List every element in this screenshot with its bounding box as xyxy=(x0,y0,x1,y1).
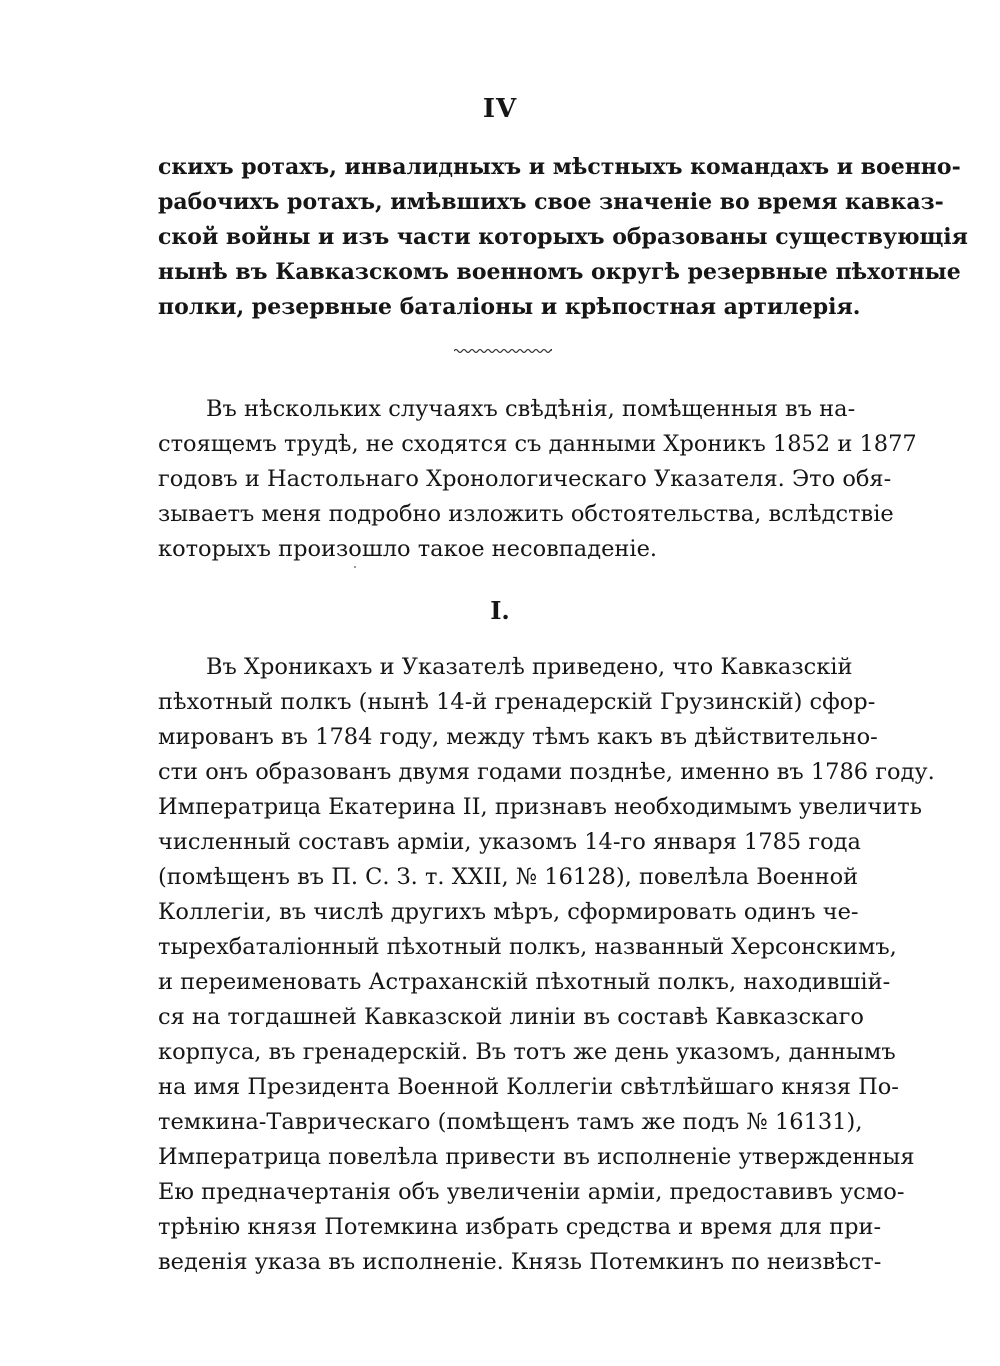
text-line: трѣнію князя Потемкина избрать средства и время для при- xyxy=(158,1214,882,1240)
text-line: ся на тогдашней Кавказской линіи въ составѣ Кавказскаго xyxy=(158,1004,864,1030)
text-line: скихъ ротахъ, инвалидныхъ и мѣстныхъ командахъ и военно- xyxy=(158,154,961,180)
text-line: корпуса, въ гренадерскій. Въ тотъ же день указомъ, даннымъ xyxy=(158,1039,896,1065)
text-line: ской войны и изъ части которыхъ образованы существующія xyxy=(158,224,968,250)
text-line: рабочихъ ротахъ, имѣвшихъ свое значеніе во время кавказ- xyxy=(158,189,944,215)
wavy-divider xyxy=(454,346,552,356)
text-line: пѣхотный полкъ (нынѣ 14-й гренадерскій Грузинскій) сфор- xyxy=(158,689,876,715)
text-line: Императрица повелѣла привести въ исполненіе утвержденныя xyxy=(158,1144,915,1170)
text-line: (помѣщенъ въ П. С. З. т. XXII, № 16128), повелѣла Военной xyxy=(158,864,859,890)
text-line: темкина-Таврическаго (помѣщенъ тамъ же подъ № 16131), xyxy=(158,1109,863,1135)
text-line: нынѣ въ Кавказскомъ военномъ округѣ резервные пѣхотные xyxy=(158,259,961,285)
text-line: численный составъ арміи, указомъ 14-го января 1785 года xyxy=(158,829,861,855)
text-line: Императрица Екатерина II, признавъ необходимымъ увеличить xyxy=(158,794,923,820)
text-line: Въ нѣскольких случаяхъ свѣдѣнія, помѣщенныя въ на- xyxy=(206,396,856,422)
text-line: Ею предначертанія объ увеличеніи арміи, предоставивъ усмо- xyxy=(158,1179,905,1205)
text-line: на имя Президента Военной Коллегіи свѣтлѣйшаго князя По- xyxy=(158,1074,899,1100)
paragraph-introduction xyxy=(158,392,917,567)
section-heading: I. xyxy=(490,596,510,625)
text-line: зываетъ меня подробно изложить обстоятельства, вслѣдствіе xyxy=(158,501,894,527)
page-number: IV xyxy=(482,94,518,124)
text-line: которыхъ произошло такое несовпаденіе. xyxy=(158,536,658,562)
text-line: веденія указа въ исполненіе. Князь Потемкинъ по неизвѣст- xyxy=(158,1249,882,1275)
text-line: и переименовать Астраханскій пѣхотный полкъ, находившій- xyxy=(158,969,891,995)
text-line: тырехбаталіонный пѣхотный полкъ, названный Херсонскимъ, xyxy=(158,934,897,960)
text-line: Коллегіи, въ числѣ другихъ мѣръ, сформировать одинъ че- xyxy=(158,899,859,925)
text-line: мированъ въ 1784 году, между тѣмъ какъ въ дѣйствительно- xyxy=(158,724,878,750)
paragraph-section-one xyxy=(158,650,935,1280)
paragraph-continued xyxy=(158,150,968,325)
text-line: Въ Хроникахъ и Указателѣ приведено, что Кавказскій xyxy=(206,654,853,680)
text-line: стоящемъ трудѣ, не сходятся съ данными Хроникъ 1852 и 1877 xyxy=(158,431,917,457)
text-line: годовъ и Настольнаго Хронологическаго Указателя. Это обя- xyxy=(158,466,892,492)
text-line: полки, резервные баталіоны и крѣпостная артилерія. xyxy=(158,294,861,320)
print-speck xyxy=(354,566,356,568)
text-line: сти онъ образованъ двумя годами позднѣе, именно въ 1786 году. xyxy=(158,759,935,785)
